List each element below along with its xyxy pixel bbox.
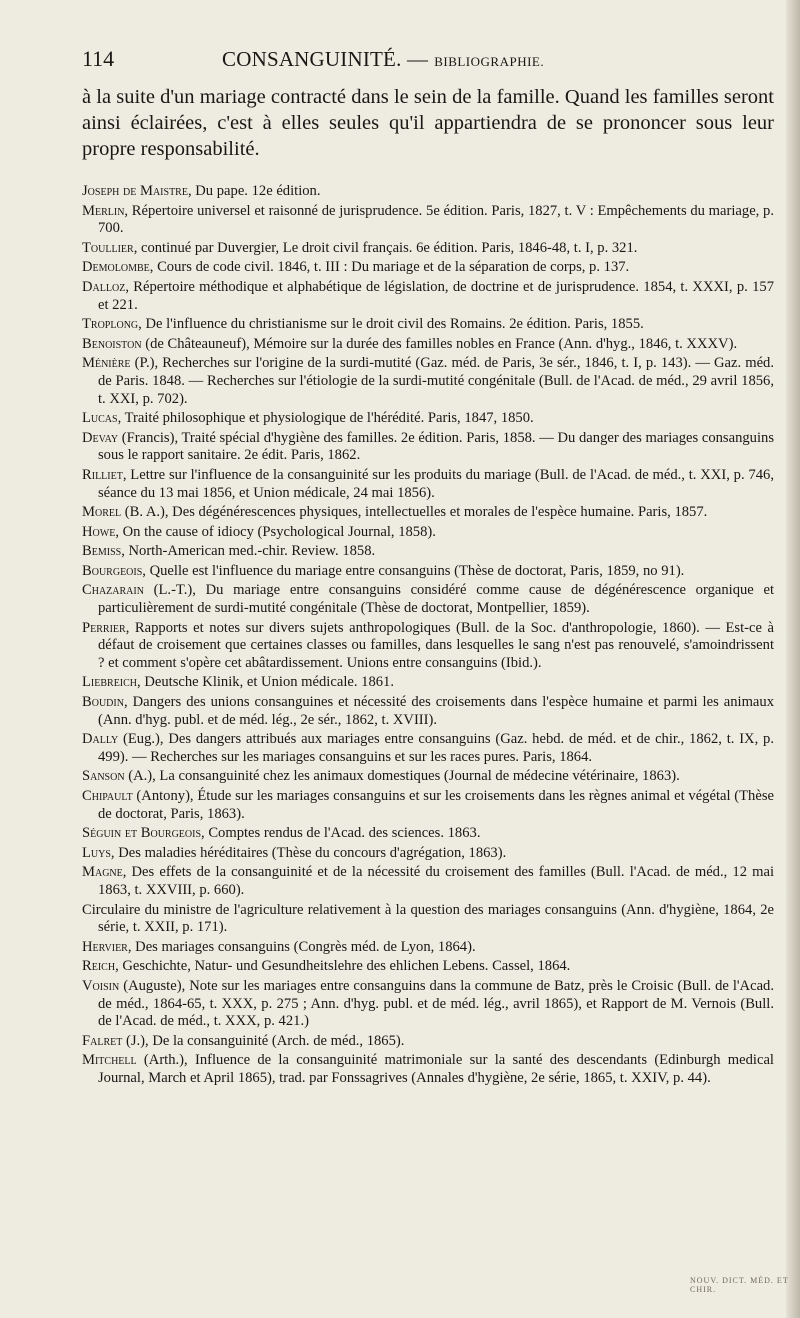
bibliography-entry xyxy=(82,355,774,408)
entry-text: , De l'influence du christianisme sur le droit civil des Romains. 2e édition. Paris, 1855. xyxy=(138,316,644,333)
entry-author: Sanson xyxy=(82,768,125,785)
bibliography-entry xyxy=(82,902,774,937)
bibliography-entry xyxy=(82,731,774,766)
bibliography-entry xyxy=(82,825,774,843)
bibliography-entry xyxy=(82,1033,774,1051)
entry-text: (Eug.), Des dangers attribués aux mariages entre consanguins (Gaz. hebd. de méd. et de chir., 1862, t. IX, p. 499). — Recherches sur les mariages consanguins et sur les races pures. Paris, 1864. xyxy=(98,731,774,765)
entry-author: Mitchell xyxy=(82,1052,137,1069)
bibliography-entry xyxy=(82,674,774,692)
entry-text: , continué par Duvergier, Le droit civil français. 6e édition. Paris, 1846-48, t. I, p. 321. xyxy=(133,239,638,256)
entry-author: Bourgeois xyxy=(82,562,143,579)
bibliography-entry xyxy=(82,467,774,502)
entry-author: Voisin xyxy=(82,977,120,994)
entry-author: Demolombe xyxy=(82,259,150,276)
entry-author: Dalloz xyxy=(82,278,126,295)
entry-text: , On the cause of idiocy (Psychological Journal, 1858). xyxy=(115,523,436,540)
bibliography-list xyxy=(82,183,774,1090)
bibliography-entry xyxy=(82,316,774,334)
bibliography-entry xyxy=(82,240,774,258)
intro-paragraph: à la suite d'un mariage contracté dans le sein de la famille. Quand les familles seront ainsi éclairées, c'est à elles seules qu'il appartiendra de se prononcer sous leur propre responsabilité. xyxy=(82,86,774,160)
bibliography-entry xyxy=(82,694,774,729)
entry-text: , Des effets de la consanguinité et de la nécessité du croisement des familles (Bull. l'Acad. de méd., 12 mai 1863, t. XXVIII, p. 660). xyxy=(98,864,774,898)
entry-author: Perrier xyxy=(82,619,126,636)
bibliography-entry xyxy=(82,259,774,277)
bibliography-entry xyxy=(82,620,774,673)
entry-author: Troplong xyxy=(82,316,139,333)
entry-text: (P.), Recherches sur l'origine de la surdi-mutité (Gaz. méd. de Paris, 3e sér., 1846, t. I, p. 143). — Gaz. méd. de Paris. 1848. — Recherches sur l'étiologie de la surdi-mutité congénitale (Bull. de l'Acad. de méd., 29 avril 1856, t. XXI, p. 702). xyxy=(98,355,774,407)
entry-author: Ménière xyxy=(82,355,131,372)
entry-author: Merlin xyxy=(82,202,125,219)
entry-author: Morel xyxy=(82,504,122,521)
bibliography-entry xyxy=(82,788,774,823)
entry-author: Magne xyxy=(82,864,123,881)
entry-text: , Rapports et notes sur divers sujets anthropologiques (Bull. de la Soc. d'anthropologie, 1860). — Est-ce à défaut de croisement que certaines classes ou familles, dans lesquelles le sang n'est pas renouvelé, s'amoindrissent ? et comment s'opère cet abâtardissement. Unions entre consanguins (Ibid.). xyxy=(98,619,774,671)
entry-text: , North-American med.-chir. Review. 1858. xyxy=(121,543,376,560)
entry-author: Toullier xyxy=(82,239,134,256)
bibliography-entry xyxy=(82,563,774,581)
entry-text: , Dangers des unions consanguines et nécessité des croisements dans l'espèce humaine et parmi les animaux (Ann. d'hyg. publ. et de méd. lég., 2e sér., 1862, t. XVIII). xyxy=(98,694,774,728)
bibliography-entry xyxy=(82,336,774,354)
entry-text: , Comptes rendus de l'Acad. des sciences. 1863. xyxy=(201,825,481,842)
page-gutter-shadow xyxy=(786,0,800,1318)
entry-text: (J.), De la consanguinité (Arch. de méd., 1865). xyxy=(122,1032,405,1049)
entry-text: (L.-T.), Du mariage entre consanguins considéré comme cause de dégénérescence organique et particulièrement de surdi-mutité congénitale (Thèse de doctorat, Montpellier, 1859). xyxy=(98,582,774,617)
entry-author: Reich xyxy=(82,958,116,975)
entry-text: , Répertoire universel et raisonné de jurisprudence. 5e édition. Paris, 1827, t. V : Empêchements du mariage, p. 700. xyxy=(98,202,774,237)
entry-text: (Arth.), Influence de la consanguinité matrimoniale sur la santé des descendants (Edinburgh medical Journal, March et April 1865), trad. par Fonssagrives (Annales d'hygiène, 2e série, 1865, t. XXIV, p. 44). xyxy=(98,1052,774,1086)
page-footer: NOUV. DICT. MÉD. ET CHIR. xyxy=(690,1276,789,1294)
entry-text: , Geschichte, Natur- und Gesundheitslehre des ehlichen Lebens. Cassel, 1864. xyxy=(115,958,571,975)
bibliography-entry xyxy=(82,524,774,542)
entry-text: (A.), La consanguinité chez les animaux domestiques (Journal de médecine vétérinaire, 1863). xyxy=(124,768,680,785)
bibliography-entry xyxy=(82,410,774,428)
entry-author: Benoiston xyxy=(82,335,142,352)
bibliography-entry xyxy=(82,183,774,201)
entry-text: (Francis), Traité spécial d'hygiène des familles. 2e édition. Paris, 1858. — Du danger des mariages consanguins sous le rapport sanitaire. 2e édit. Paris, 1862. xyxy=(98,429,774,464)
running-subtitle: BIBLIOGRAPHIE. xyxy=(434,54,545,69)
entry-text: , Répertoire méthodique et alphabétique de législation, de doctrine et de jurisprudence. 1854, t. XXXI, p. 157 et 221. xyxy=(98,278,774,313)
entry-text: (Antony), Étude sur les mariages consanguins et sur les croisements dans les règnes animal et végétal (Thèse de doctorat, Paris, 1863). xyxy=(98,788,774,822)
entry-text: (B. A.), Des dégénérescences physiques, intellectuelles et morales de l'espèce humaine. Paris, 1857. xyxy=(121,504,708,521)
bibliography-entry xyxy=(82,543,774,561)
entry-text: , Quelle est l'influence du mariage entre consanguins (Thèse de doctorat, Paris, 1859, no 91). xyxy=(142,562,685,579)
bibliography-entry xyxy=(82,582,774,617)
entry-author: Devay xyxy=(82,429,119,446)
entry-text: , Cours de code civil. 1846, t. III : Du mariage et de la séparation de corps, p. 137. xyxy=(149,259,630,276)
bibliography-entry xyxy=(82,845,774,863)
bibliography-entry xyxy=(82,504,774,522)
bibliography-entry xyxy=(82,1052,774,1087)
entry-text: Circulaire du ministre de l'agriculture relativement à la question des mariages consanguins (Ann. d'hygiène, 1864, 2e série, t. XXII, p. 171). xyxy=(82,901,774,936)
entry-text: (de Châteauneuf), Mémoire sur la durée des familles nobles en France (Ann. d'hyg., 1846, t. XXXV). xyxy=(141,335,738,352)
entry-text: , Lettre sur l'influence de la consanguinité sur les produits du mariage (Bull. de l'Acad. de méd., t. XXI, p. 746, séance du 13 mai 1856, et Union médicale, 24 mai 1856). xyxy=(98,466,774,501)
bibliography-entry xyxy=(82,939,774,957)
bibliography-entry xyxy=(82,978,774,1031)
entry-author: Bemiss xyxy=(82,543,122,560)
entry-text: , Des mariages consanguins (Congrès méd. de Lyon, 1864). xyxy=(127,938,476,955)
running-title: CONSANGUINITÉ. — xyxy=(222,47,429,71)
entry-text: (Auguste), Note sur les mariages entre consanguins dans la commune de Batz, près le Croisic (Bull. de l'Acad. de méd., 1864-65, t. XXX, p. 275 ; Ann. d'hyg. publ. et de méd. lég., avril 1865), et Rapport de M. Vernois (Bull. de l'Acad. de méd., t. XXX, p. 421.) xyxy=(98,977,774,1030)
entry-text: , Des maladies héréditaires (Thèse du concours d'agrégation, 1863). xyxy=(110,844,507,861)
entry-author: Séguin et Bourgeois xyxy=(82,825,202,842)
entry-author: Chipault xyxy=(82,788,133,804)
bibliography-entry xyxy=(82,203,774,238)
bibliography-entry xyxy=(82,279,774,314)
entry-author: Hervier xyxy=(82,938,128,955)
entry-author: Joseph de Maistre xyxy=(82,183,188,199)
entry-text: , Deutsche Klinik, et Union médicale. 1861. xyxy=(137,674,394,691)
entry-author: Luys xyxy=(82,844,111,861)
entry-author: Falret xyxy=(82,1032,123,1049)
running-header xyxy=(82,46,772,72)
entry-author: Dally xyxy=(82,731,119,748)
bibliography-entry xyxy=(82,430,774,465)
entry-author: Boudin xyxy=(82,694,124,711)
entry-author: Chazarain xyxy=(82,582,144,599)
entry-author: Liebreich xyxy=(82,674,138,691)
bibliography-entry xyxy=(82,768,774,786)
entry-author: Rilliet xyxy=(82,466,123,483)
entry-author: Lucas xyxy=(82,410,118,427)
entry-author: Howe xyxy=(82,523,116,540)
page-number: 114 xyxy=(82,46,115,71)
entry-text: , Traité philosophique et physiologique de l'hérédité. Paris, 1847, 1850. xyxy=(117,410,534,427)
bibliography-entry xyxy=(82,958,774,976)
bibliography-entry xyxy=(82,864,774,899)
entry-text: , Du pape. 12e édition. xyxy=(187,183,321,199)
